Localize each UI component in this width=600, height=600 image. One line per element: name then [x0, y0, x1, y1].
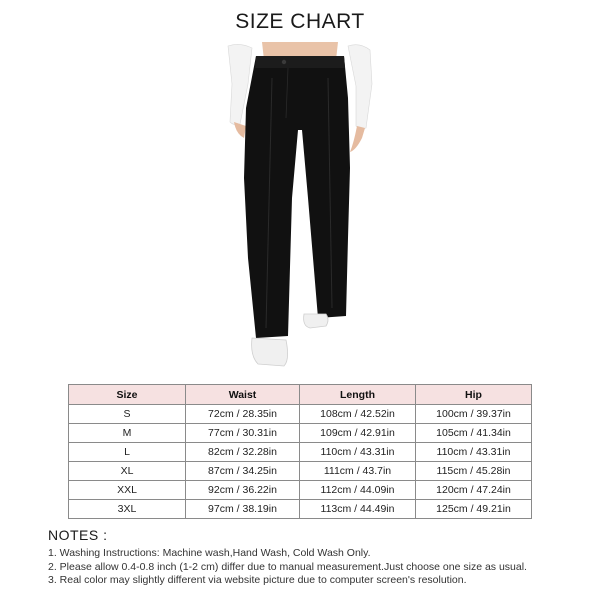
size-cell: M — [69, 424, 186, 443]
waist-cell: 82cm / 32.28in — [186, 443, 300, 462]
waist-cell: 92cm / 36.22in — [186, 481, 300, 500]
hip-cell: 120cm / 47.24in — [416, 481, 532, 500]
hip-cell: 125cm / 49.21in — [416, 500, 532, 519]
waist-cell: 72cm / 28.35in — [186, 405, 300, 424]
notes-title: NOTES : — [48, 527, 108, 543]
table-header-row — [69, 385, 532, 405]
table-row — [69, 481, 532, 500]
length-cell: 109cm / 42.91in — [300, 424, 416, 443]
size-cell: 3XL — [69, 500, 186, 519]
note-item: 3. Real color may slightly different via website picture due to computer screen's resolution. — [48, 574, 467, 586]
size-cell: XXL — [69, 481, 186, 500]
length-cell: 113cm / 44.49in — [300, 500, 416, 519]
length-cell: 110cm / 43.31in — [300, 443, 416, 462]
table-row — [69, 462, 532, 481]
hip-cell: 115cm / 45.28in — [416, 462, 532, 481]
size-cell: L — [69, 443, 186, 462]
table-row — [69, 500, 532, 519]
length-cell: 111cm / 43.7in — [300, 462, 416, 481]
button-detail — [282, 60, 286, 64]
hip-cell: 100cm / 39.37in — [416, 405, 532, 424]
length-cell: 112cm / 44.09in — [300, 481, 416, 500]
header-waist: Waist — [186, 385, 300, 405]
pants-model-illustration — [200, 38, 400, 373]
page-title: SIZE CHART — [235, 10, 365, 33]
table-row — [69, 424, 532, 443]
table-row — [69, 443, 532, 462]
size-chart-table — [68, 384, 532, 519]
size-cell: XL — [69, 462, 186, 481]
waist-cell: 77cm / 30.31in — [186, 424, 300, 443]
header-length: Length — [300, 385, 416, 405]
note-item: 2. Please allow 0.4-0.8 inch (1-2 cm) differ due to manual measurement.Just choose one size as usual. — [48, 560, 527, 573]
product-photo — [200, 38, 400, 373]
notes-section — [48, 527, 600, 588]
header-size: Size — [69, 385, 186, 405]
waist-cell: 87cm / 34.25in — [186, 462, 300, 481]
table-row — [69, 405, 532, 424]
hip-cell: 110cm / 43.31in — [416, 443, 532, 462]
waist-cell: 97cm / 38.19in — [186, 500, 300, 519]
length-cell: 108cm / 42.52in — [300, 405, 416, 424]
header-hip: Hip — [416, 385, 532, 405]
hip-cell: 105cm / 41.34in — [416, 424, 532, 443]
note-item: 1. Washing Instructions: Machine wash,Hand Wash, Cold Wash Only. — [48, 547, 371, 559]
size-cell: S — [69, 405, 186, 424]
